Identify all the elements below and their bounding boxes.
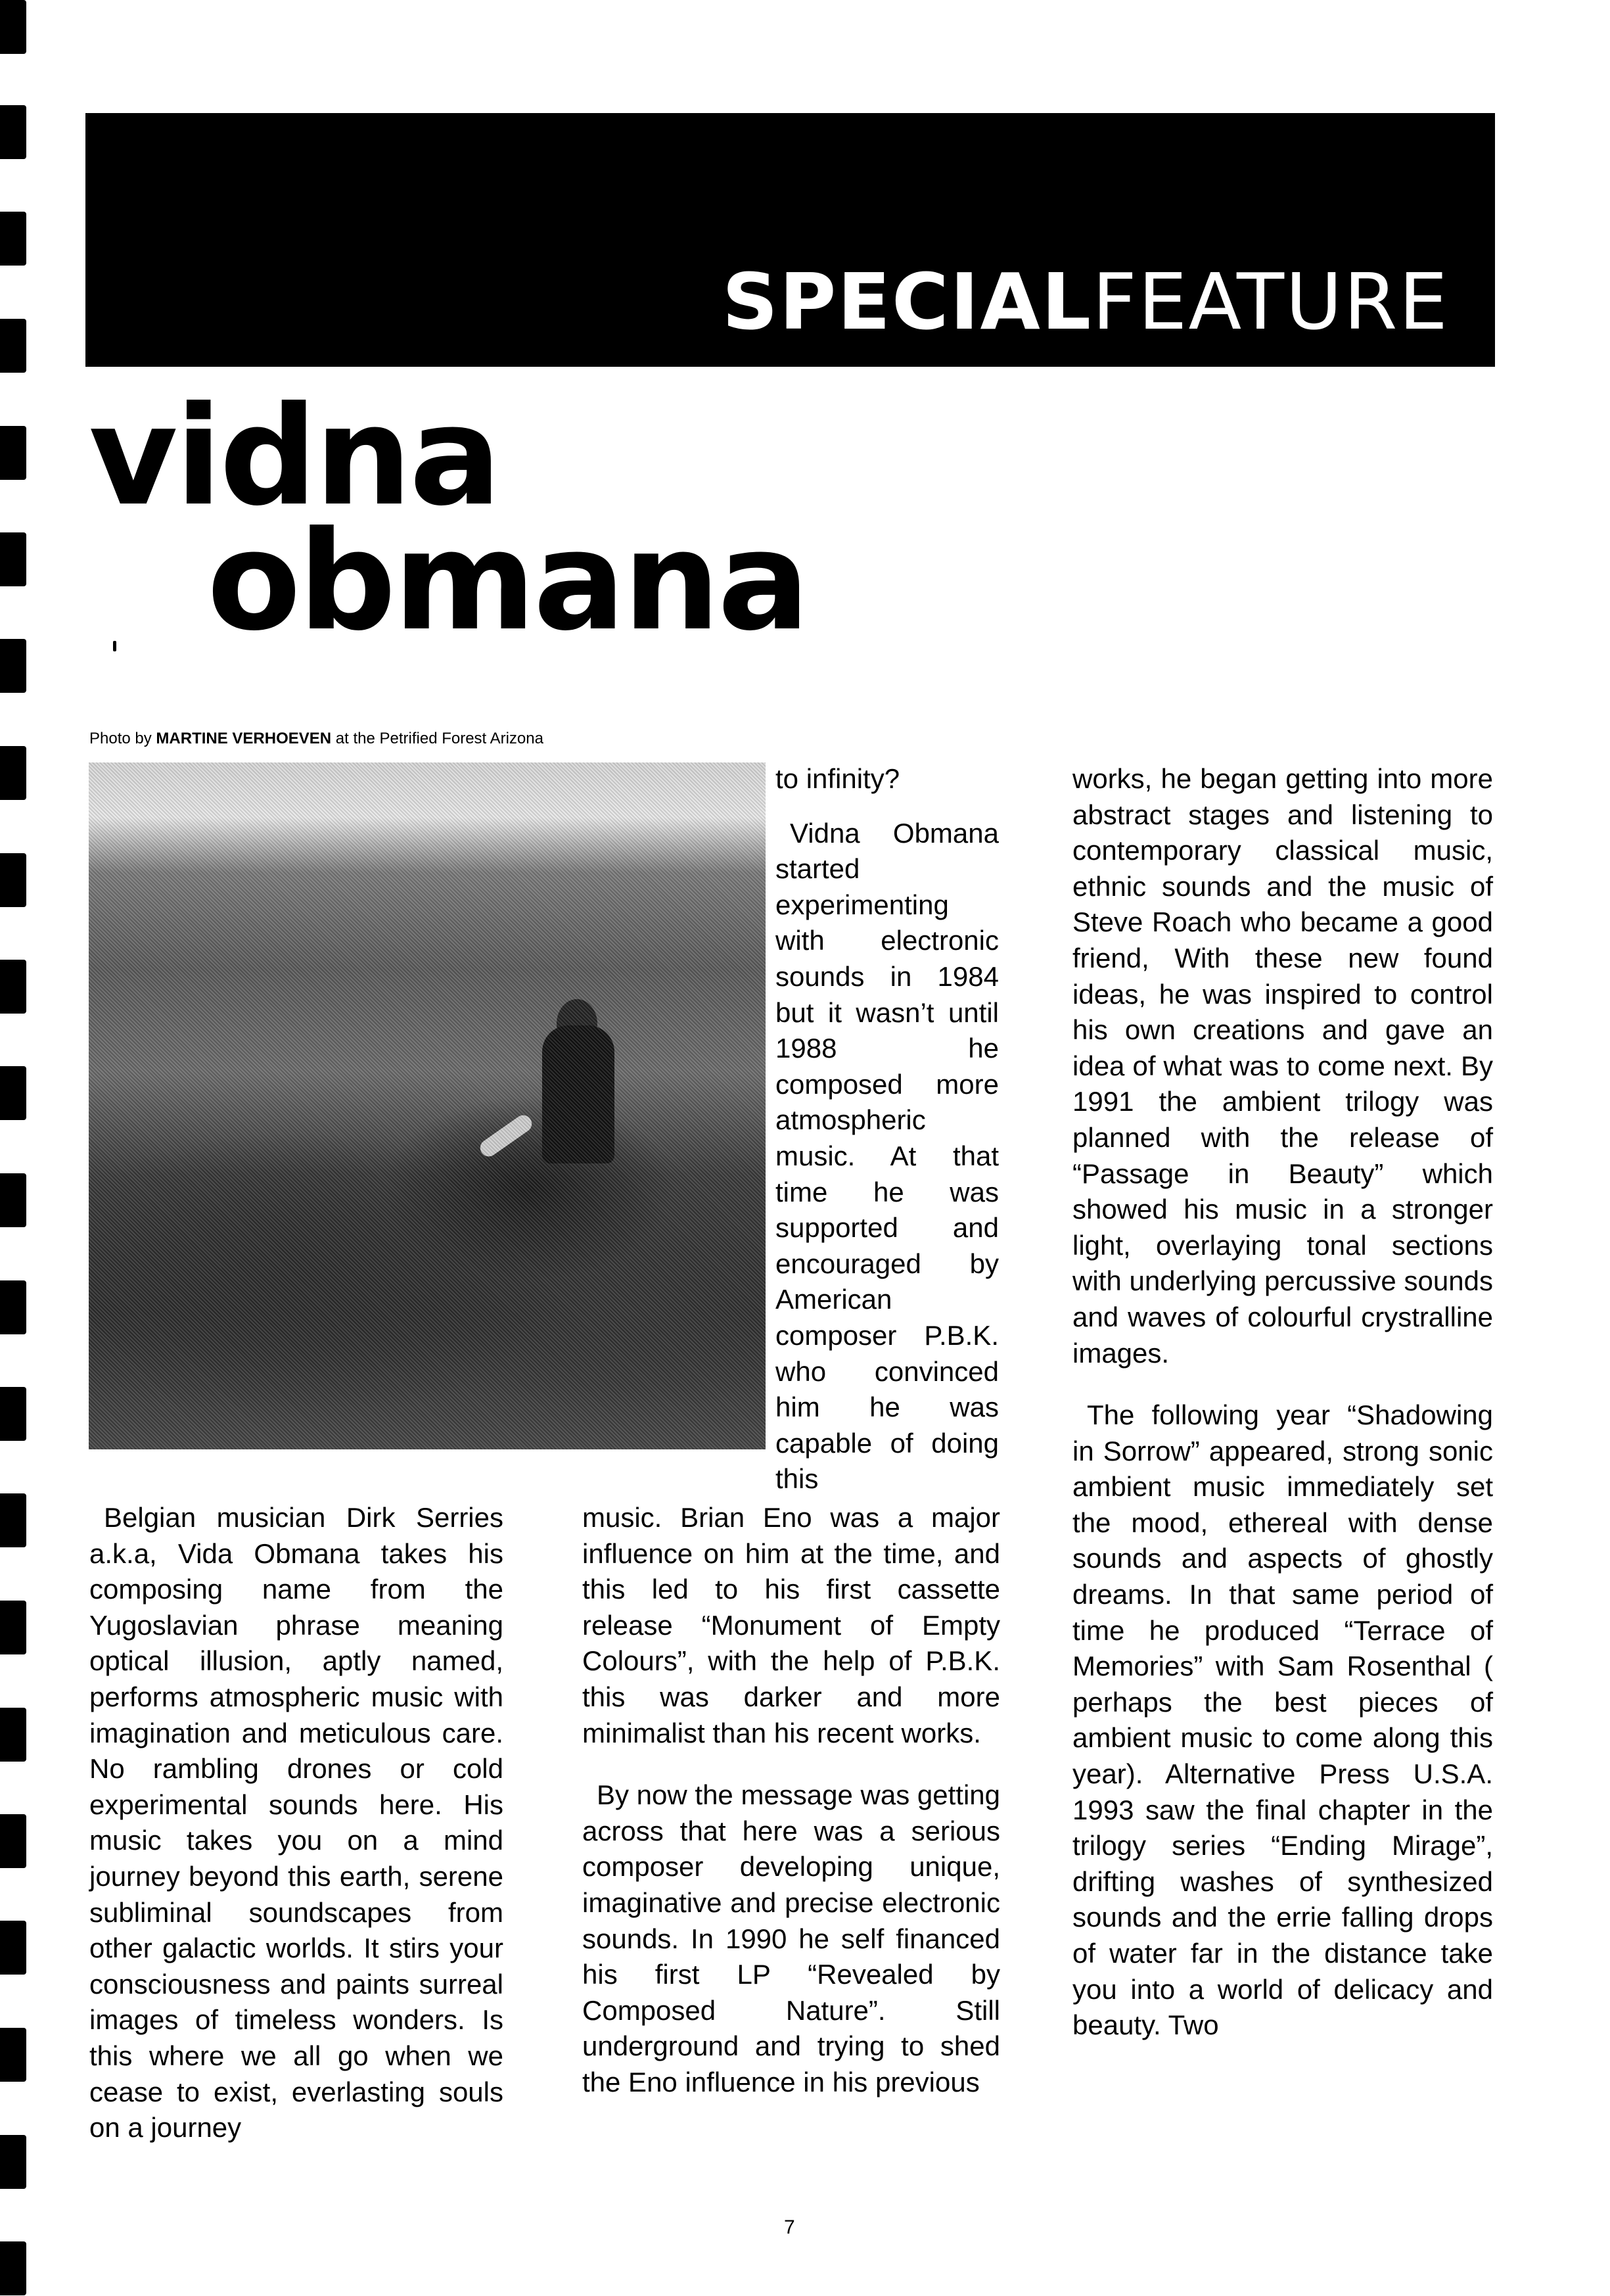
binding-hole: [0, 960, 26, 1014]
photo-subject-head: [557, 999, 597, 1048]
binding-hole: [0, 1814, 26, 1868]
section-title-light: FEATURE: [1092, 256, 1449, 347]
caption-suffix: at the Petrified Forest Arizona: [331, 730, 543, 747]
binding-hole: [0, 1280, 26, 1334]
print-speck: [113, 641, 116, 651]
paragraph: The following year “Shadowing in Sorrow” appeared, strong sonic ambient music immediately set the mood, ethereal with dense sounds and aspects of ghostly dreams. In that same period of time he produced “Terrace of Memories” with Sam Rosenthal ( perhaps the best pieces of ambient music to come along this year). Alternative Press U.S.A. 1993 saw the final chapter in the trilogy series “Ending Mirage”, drifting washes of synthesized sounds and the errie falling drops of water far in the distance take you into a world of delicacy and beauty. Two: [1072, 1399, 1493, 2041]
section-title-bold: SPECIAL: [722, 256, 1093, 347]
binding-hole: [0, 1387, 26, 1441]
section-title: [722, 256, 1449, 347]
headline-line-1: vidna: [89, 377, 499, 536]
binding-hole: [0, 426, 26, 480]
photo-caption: [89, 730, 543, 748]
binding-hole: [0, 1066, 26, 1120]
binding-hole: [0, 746, 26, 800]
binding-hole: [0, 1708, 26, 1762]
page-number: 7: [784, 2216, 795, 2238]
article-column-right: [1072, 761, 1493, 2044]
binding-hole: [0, 1493, 26, 1547]
paragraph: Belgian musician Dirk Serries a.k.a, Vida Obmana takes his composing name from the Yugoslavian phrase meaning optical illusion, aptly named, performs atmospheric music with imagination and meticulous care. No rambling drones or cold experimental sounds here. His music takes you on a mind journey beyond this earth, serene subliminal soundscapes from other galactic worlds. It stirs your consciousness and paints surreal images of timeless wonders. Is this where we all go when we cease to exist, everlasting souls on a journey: [89, 1502, 503, 2144]
article-column-middle: [582, 1500, 1000, 2101]
section-banner: [85, 113, 1495, 367]
caption-prefix: Photo by: [89, 730, 156, 747]
article-headline: [89, 377, 808, 661]
binding-hole: [0, 1173, 26, 1227]
binding-hole: [0, 105, 26, 159]
binding-hole: [0, 212, 26, 266]
binding-hole: [0, 1921, 26, 1975]
binding-hole: [0, 2241, 26, 2295]
paragraph: to infinity?: [775, 763, 900, 794]
binding-hole: [0, 532, 26, 586]
paragraph: music. Brian Eno was a major influence on him at the time, and this led to his first cassette release “Monument of Empty Colours”, with the help of P.B.K. this was darker and more minimalist than his recent works.: [582, 1502, 1000, 1748]
binding-hole: [0, 639, 26, 693]
binding-hole: [0, 853, 26, 907]
headline-line-2: obmana: [207, 502, 808, 661]
paragraph: works, he began getting into more abstract stages and listening to contemporary classical music, ethnic sounds and the music of Steve Roach who became a good friend, With these new found ideas, he was inspired to control his own creations and gave an idea of what was to come next. By 1991 the ambient trilogy was planned with the release of “Passage in Beauty” which showed his music in a stronger light, overlaying tonal sections with underlying percussive sounds and waves of colourful crystralline images.: [1072, 763, 1493, 1369]
binding-hole: [0, 319, 26, 373]
photo-subject-hand: [477, 1112, 536, 1160]
article-photo: [89, 762, 766, 1449]
spiral-binding: [0, 0, 29, 2296]
article-column-left: [89, 1500, 503, 2146]
paragraph: By now the message was getting across that here was a serious composer developing unique, imaginative and precise electronic sounds. In 1990 he self financed his first LP “Revealed by Composed Nature”. Still underground and trying to shed the Eno influence in his previous: [582, 1779, 1001, 2097]
article-column-middle-top: [775, 761, 999, 1497]
binding-hole: [0, 0, 26, 54]
binding-hole: [0, 2028, 26, 2082]
photo-subject-body: [542, 1025, 614, 1163]
binding-hole: [0, 2135, 26, 2189]
binding-hole: [0, 1601, 26, 1654]
caption-credit: MARTINE VERHOEVEN: [156, 730, 332, 747]
paragraph: Vidna Obmana started experimenting with electronic sounds in 1984 but it wasn’t until 1988 he composed more atmospheric music. At that time he was supported and encouraged by American composer P.B.K. who convinced him he was capable of doing this: [775, 817, 999, 1495]
